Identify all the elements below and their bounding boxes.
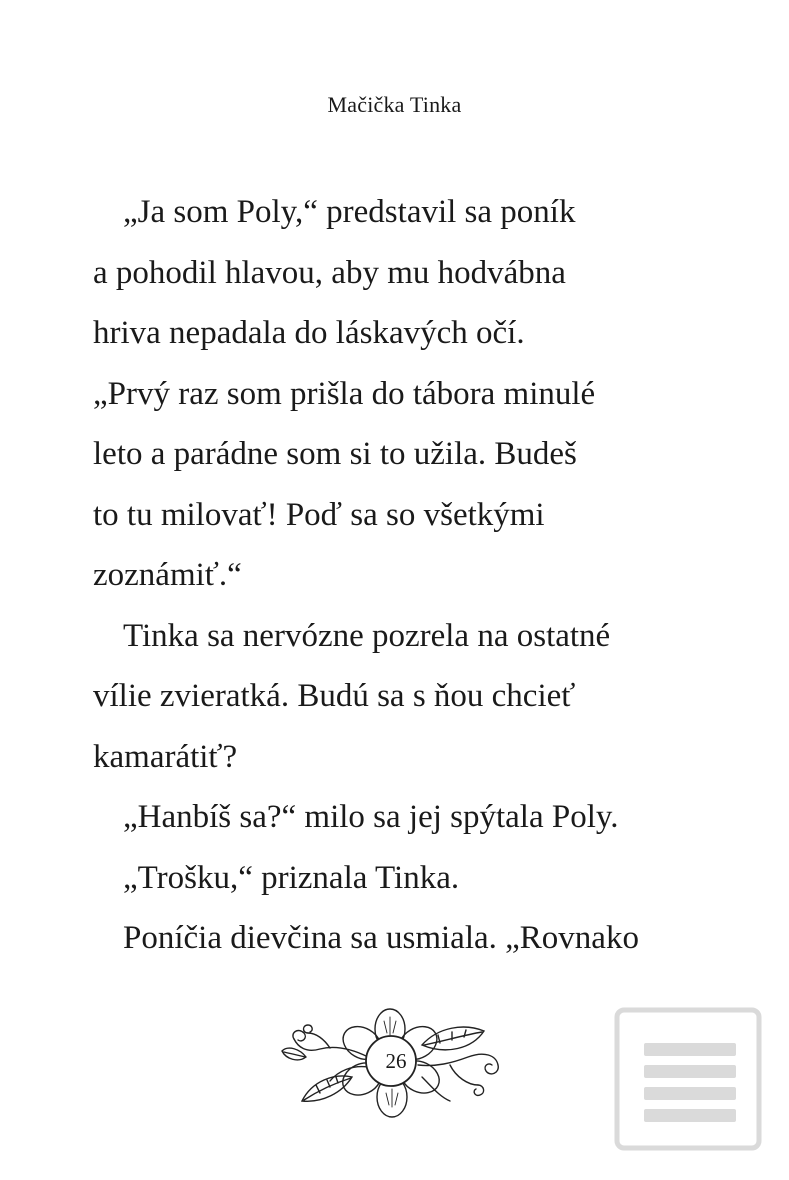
- books-stack-icon: [614, 1007, 762, 1151]
- page-number: 26: [385, 1049, 407, 1073]
- text-line: leto a parádne som si to užila. Budeš: [93, 436, 577, 472]
- text-line: kamarátiť?: [93, 738, 238, 775]
- text-line: „Prvý raz som prišla do tábora minulé: [93, 375, 596, 412]
- text-line: Poníčia dievčina sa usmiala. „Rovnako: [123, 920, 639, 956]
- text-line: zoznámiť.“: [93, 557, 242, 593]
- text-line: hriva nepadala do láskavých očí.: [93, 315, 525, 351]
- text-line: vílie zvieratká. Budú sa s ňou chcieť: [93, 678, 576, 714]
- text-line: Tinka sa nervózne pozrela na ostatné: [123, 617, 611, 654]
- text-line: „Trošku,“ priznala Tinka.: [123, 859, 460, 896]
- text-line: „Hanbíš sa?“ milo sa jej spýtala Poly.: [123, 799, 619, 835]
- text-line: „Ja som Poly,“ predstavil sa poník: [123, 194, 576, 230]
- page-body-text: [93, 182, 733, 969]
- text-line: to tu milovať! Poď sa so všetkými: [93, 496, 545, 533]
- text-line: a pohodil hlavou, aby mu hodvábna: [93, 254, 566, 291]
- running-head-title: Mačička Tinka: [327, 92, 462, 117]
